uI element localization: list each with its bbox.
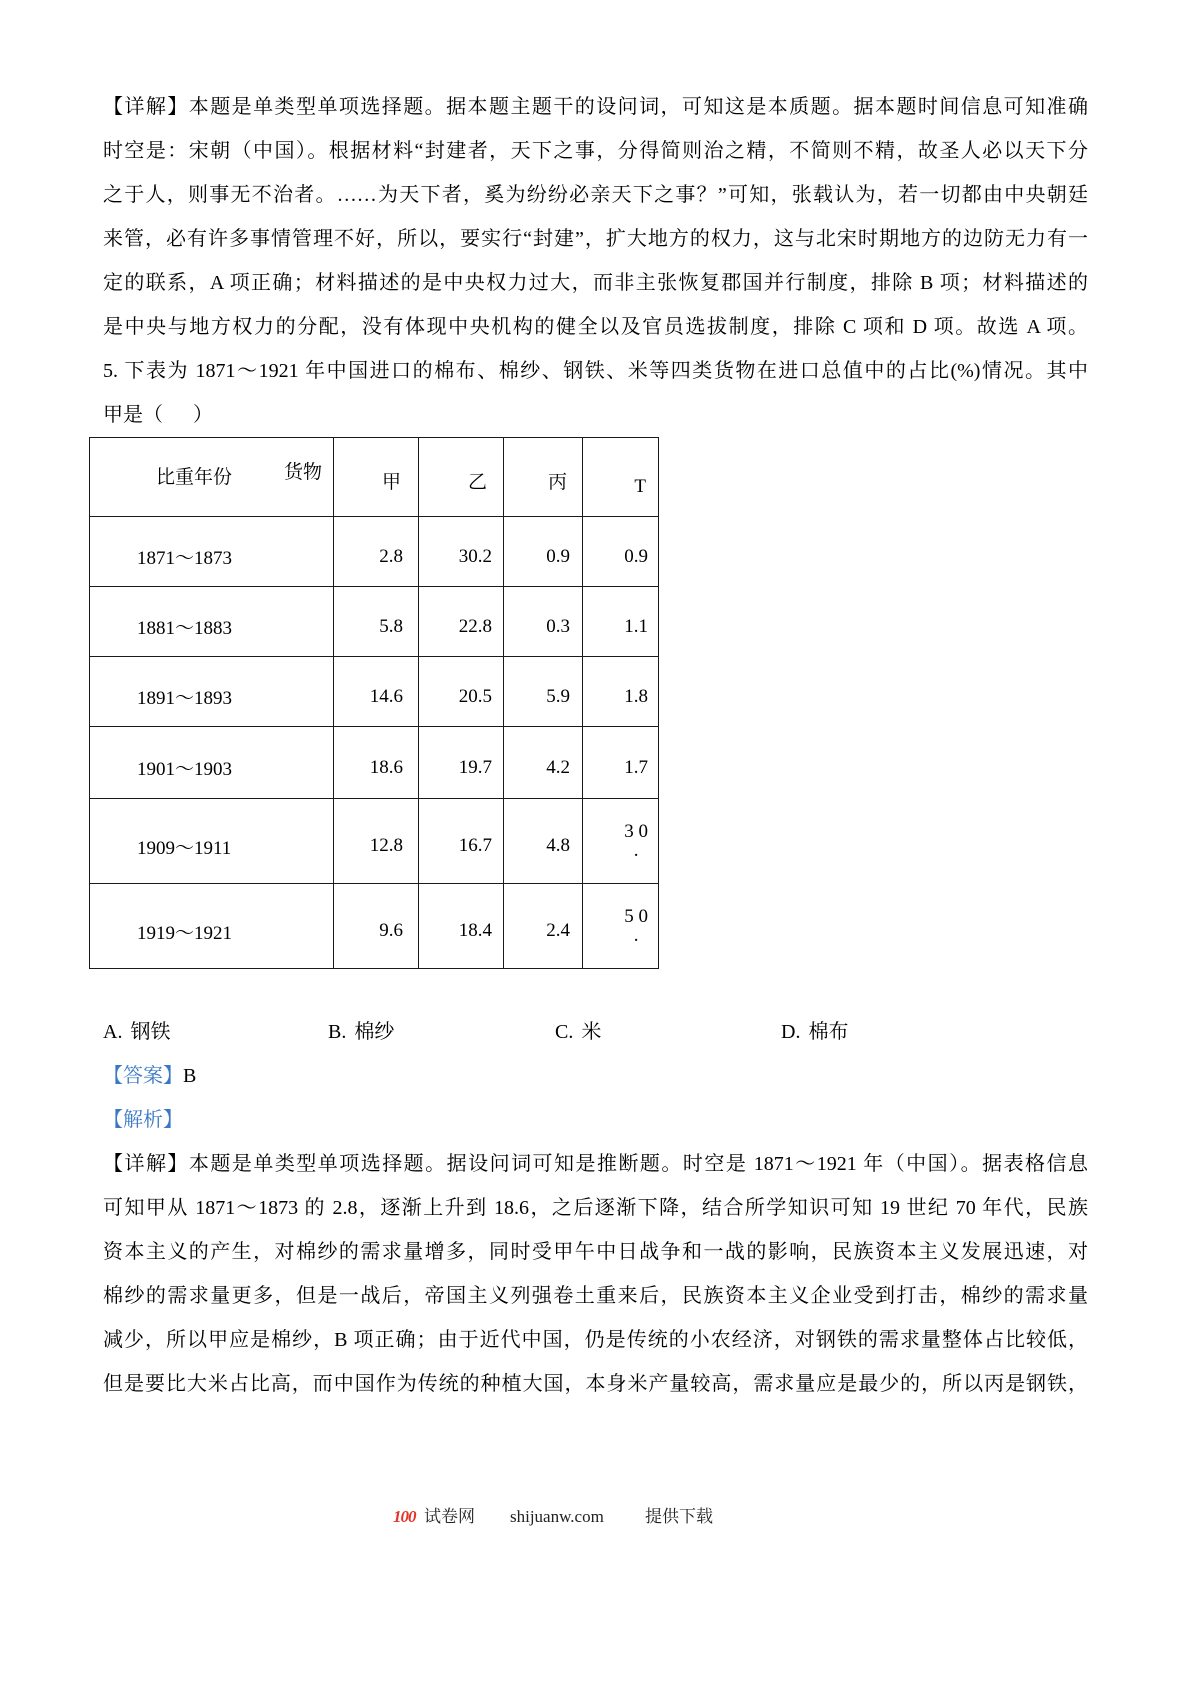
detail-q4-line: 时空是：宋朝（中国）。根据材料“封建者，天下之事，分得简则治之精，不简则不精，故圣人必以天下分: [103, 140, 1088, 162]
question-5-stem-blank: 甲是（ ）: [103, 404, 213, 426]
value-cell: 0.3: [504, 587, 583, 657]
period-cell: 1891～1893: [90, 657, 334, 727]
value-cell: 1.7: [583, 727, 659, 799]
site-logo-text: 试卷网: [424, 1507, 475, 1526]
split-value-dot: .: [633, 925, 639, 946]
answer-value: B: [183, 1065, 197, 1087]
table-row: [90, 727, 659, 799]
detail-q4-line: 来管，必有许多事情管理不好，所以，要实行“封建”，扩大地方的权力，这与北宋时期地方的边防无力有一: [103, 228, 1088, 250]
detail-q5-line: 可知甲从 1871～1873 的 2.8，逐渐上升到 18.6，之后逐渐下降，结合所学知识可知 19 世纪 70 年代，民族: [103, 1197, 1088, 1219]
period-cell: 1871～1873: [90, 517, 334, 587]
value-cell: 1.1: [583, 587, 659, 657]
value-cell: 2.4: [504, 884, 583, 969]
detail-q4-line: 定的联系，A 项正确；材料描述的是中央权力过大，而非主张恢复郡国并行制度，排除 B 项；材料描述的: [103, 272, 1088, 294]
value-cell: 19.7: [419, 727, 504, 799]
table-row: [90, 657, 659, 727]
value-cell: 5.8: [334, 587, 419, 657]
value-cell: 30.2: [419, 517, 504, 587]
upper-text-block: [103, 85, 1088, 437]
analysis-line: [103, 1098, 1088, 1142]
import-share-table: [89, 437, 659, 969]
detail-q5-line: 棉纱的需求量更多，但是一战后，帝国主义列强卷土重来后，民族资本主义企业受到打击，棉纱的需求量: [103, 1285, 1088, 1307]
page-footer: [0, 1505, 1191, 1529]
table-row: [90, 799, 659, 884]
value-cell: 20.5: [419, 657, 504, 727]
corner-label-period: 比重年份: [156, 467, 233, 488]
table-row: [90, 587, 659, 657]
column-header: 丙: [504, 438, 583, 517]
question-5-stem: 5. 下表为 1871～1921 年中国进口的棉布、棉纱、钢铁、米等四类货物在进口总值中的占比(%)情况。其中: [103, 360, 1088, 382]
detail-q4-line: 之于人，则事无不治者。……为天下者，奚为纷纷必亲天下之事？”可知，张载认为，若一切都由中央朝廷: [103, 184, 1088, 206]
value-cell: 4.8: [504, 799, 583, 884]
data-table: [89, 437, 659, 969]
value-cell: 14.6: [334, 657, 419, 727]
split-value-dot: .: [633, 840, 639, 861]
detail-q4-line: 是中央与地方权力的分配，没有体现中央机构的健全以及官员选拔制度，排除 C 项和 D 项。故选 A 项。: [103, 316, 1088, 338]
period-cell: 1901～1903: [90, 727, 334, 799]
split-value-cell: [583, 884, 659, 969]
option-d: D. 棉布: [781, 1021, 849, 1043]
value-cell: 12.8: [334, 799, 419, 884]
period-cell: 1909～1911: [90, 799, 334, 884]
value-cell: 18.6: [334, 727, 419, 799]
download-note: 提供下载: [645, 1507, 713, 1526]
value-cell: 5.9: [504, 657, 583, 727]
value-cell: 2.8: [334, 517, 419, 587]
answer-line: [103, 1054, 1088, 1098]
site-domain: shijuanw.com: [510, 1507, 604, 1526]
value-cell: 22.8: [419, 587, 504, 657]
detail-q5-line: 但是要比大米占比高，而中国作为传统的种植大国，本身米产量较高，需求量应是最少的，所以丙是钢铁，: [103, 1373, 1088, 1395]
value-cell: 1.8: [583, 657, 659, 727]
split-value-cell: [583, 799, 659, 884]
split-value-line: 5 0: [624, 906, 648, 927]
lower-text-block: [103, 1010, 1088, 1406]
value-cell: 4.2: [504, 727, 583, 799]
detail-q5-line: 【详解】本题是单类型单项选择题。据设问词可知是推断题。时空是 1871～1921 年（中国）。据表格信息: [103, 1153, 1088, 1175]
detail-q4-line: 【详解】本题是单类型单项选择题。据本题主题干的设问词，可知这是本质题。据本题时间信息可知准确: [103, 96, 1088, 118]
column-header: T: [583, 438, 659, 517]
table-row: [90, 517, 659, 587]
split-value-line: 3 0: [624, 821, 648, 842]
value-cell: 9.6: [334, 884, 419, 969]
table-header-row: [90, 438, 659, 517]
table-corner-cell: [90, 438, 334, 517]
site-logo-number: 100: [393, 1507, 416, 1526]
option-c: C. 米: [555, 1021, 602, 1043]
value-cell: 18.4: [419, 884, 504, 969]
value-cell: 16.7: [419, 799, 504, 884]
option-b: B. 棉纱: [328, 1021, 395, 1043]
period-cell: 1919～1921: [90, 884, 334, 969]
period-cell: 1881～1883: [90, 587, 334, 657]
value-cell: 0.9: [583, 517, 659, 587]
column-header: 甲: [334, 438, 419, 517]
detail-q5-line: 资本主义的产生，对棉纱的需求量增多，同时受甲午中日战争和一战的影响，民族资本主义发展迅速，对: [103, 1241, 1088, 1263]
detail-q5-line: 减少，所以甲应是棉纱，B 项正确；由于近代中国，仍是传统的小农经济，对钢铁的需求量整体占比较低，: [103, 1329, 1088, 1351]
column-header: 乙: [419, 438, 504, 517]
corner-label-goods: 货物: [284, 462, 323, 483]
options-row: [103, 1010, 1088, 1054]
analysis-tag: 【解析】: [103, 1109, 183, 1131]
answer-tag: 【答案】: [103, 1065, 183, 1087]
table-row: [90, 884, 659, 969]
value-cell: 0.9: [504, 517, 583, 587]
option-a: A. 钢铁: [103, 1021, 171, 1043]
